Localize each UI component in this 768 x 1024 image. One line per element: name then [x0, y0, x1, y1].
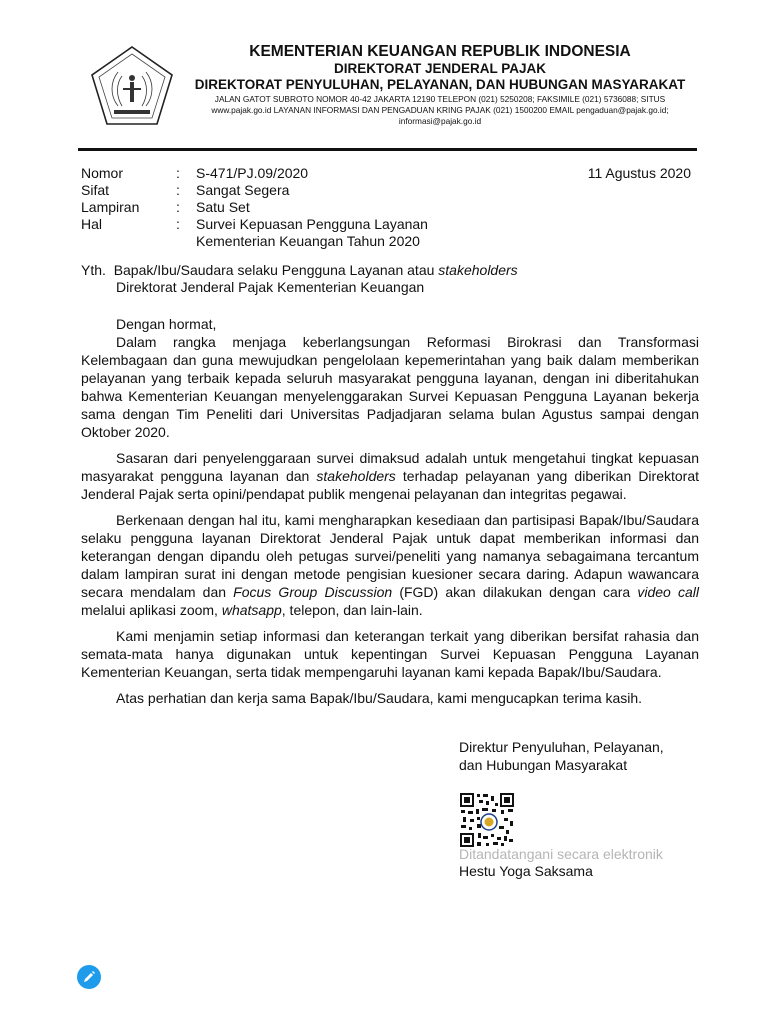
signer-name: Hestu Yoga Saksama — [459, 863, 593, 879]
greeting: Dengan hormat, — [116, 316, 217, 332]
addressee-text: Bapak/Ibu/Saudara selaku Pengguna Layanan atau — [113, 262, 439, 278]
addressee-line — [81, 262, 518, 279]
signature-title-line: Direktur Penyuluhan, Pelayanan, — [459, 739, 664, 755]
address-line: www.pajak.go.id LAYANAN INFORMASI DAN PENGADUAN KRING PAJAK (021) 1500200 EMAIL pengaduan@pajak.go.id; — [211, 105, 669, 115]
paragraph-text: Berkenaan dengan hal itu, kami mengharapkan kesediaan dan partisipasi Bapak/Ibu/Saudara selaku pengguna layanan Direktorat Jenderal Pajak untuk dapat memberikan informasi dan keterangan dengan dipandu oleh petugas survei/peneliti yang namanya sebagaimana tercantum dalam lampiran surat ini dengan metode pengisian kuesioner secara daring. Adapun wawancara secara mendalam dan — [81, 512, 699, 600]
meta-value: Sangat Segera — [196, 182, 290, 198]
addressee-line: Direktorat Jenderal Pajak Kementerian Keuangan — [116, 279, 425, 295]
meta-row-lampiran — [81, 199, 691, 216]
meta-label: Nomor — [81, 165, 124, 181]
signature-title-line: dan Hubungan Masyarakat — [459, 757, 628, 773]
paragraph-italic: whatsapp — [221, 602, 282, 618]
ministry-emblem-icon — [88, 44, 176, 128]
directorate-general-name: DIREKTORAT JENDERAL PAJAK — [333, 61, 547, 76]
letter-body — [81, 315, 699, 715]
meta-value: Satu Set — [196, 199, 250, 215]
paragraph: Dalam rangka menjaga keberlangsungan Reformasi Birokrasi dan Transformasi Kelembagaan dan guna mewujudkan pengelolaan kepemerintahan yang baik dalam memberikan pelayanan yang terbaik kepada seluruh masyarakat pengguna layanan, dengan ini diberitahukan bahwa Kementerian Keuangan menyelenggarakan Survei Kepuasan Pengguna Layanan bekerja sama dengan Tim Peneliti dari Universitas Padjadjaran selama bulan Agustus sampai dengan Oktober 2020. — [81, 334, 699, 440]
letterhead-divider — [78, 148, 697, 151]
address-line: JALAN GATOT SUBROTO NOMOR 40-42 JAKARTA 12190 TELEPON (021) 5250208; FAKSIMILE (021) 5736088; SITUS — [214, 94, 666, 104]
letter-date: 11 Agustus 2020 — [587, 165, 691, 181]
meta-colon: : — [176, 199, 180, 215]
edit-pencil-icon — [82, 970, 96, 984]
yth-label: Yth. — [81, 262, 106, 278]
meta-colon: : — [176, 165, 180, 181]
meta-label: Lampiran — [81, 199, 140, 215]
meta-colon: : — [176, 216, 180, 232]
hal-line: Survei Kepuasan Pengguna Layanan — [196, 216, 428, 232]
esign-note: Ditandatangani secara elektronik — [459, 846, 663, 862]
paragraph-text: (FGD) akan dilakukan dengan cara — [392, 584, 638, 600]
meta-value: S-471/PJ.09/2020 — [196, 165, 309, 181]
paragraph: Kami menjamin setiap informasi dan keterangan terkait yang diberikan bersifat rahasia dan semata-mata hanya digunakan untuk kepentingan Survei Kepuasan Pengguna Layanan Kementerian Keuangan, serta tidak mempengaruhi layanan kami kepada Bapak/Ibu/Saudara. — [81, 628, 699, 680]
meta-label: Hal — [81, 216, 103, 232]
hal-line: Kementerian Keuangan Tahun 2020 — [196, 233, 420, 249]
paragraph-italic: Focus Group Discussion — [233, 584, 393, 600]
meta-label: Sifat — [81, 182, 110, 198]
ministry-name: KEMENTERIAN KEUANGAN REPUBLIK INDONESIA — [249, 43, 631, 60]
meta-row-hal — [81, 216, 691, 250]
paragraph: Atas perhatian dan kerja sama Bapak/Ibu/Saudara, kami mengucapkan terima kasih. — [116, 690, 643, 706]
paragraph-text: Sasaran dari penyelenggaraan survei dimaksud adalah untuk mengetahui tingkat kepuasan masyarakat pengguna layanan dan — [81, 450, 699, 484]
address-line: informasi@pajak.go.id — [398, 116, 482, 126]
meta-value — [196, 216, 691, 250]
letterhead — [192, 43, 688, 127]
paragraph-text: melalui aplikasi zoom, — [81, 602, 222, 618]
letterhead-address — [192, 94, 688, 127]
addressee — [81, 262, 518, 296]
directorate-name: DIREKTORAT PENYULUHAN, PELAYANAN, DAN HUBUNGAN MASYARAKAT — [194, 76, 686, 92]
paragraph-italic: stakeholders — [316, 468, 396, 484]
edit-pencil-button[interactable] — [77, 965, 101, 989]
paragraph-italic: video call — [637, 584, 699, 600]
paragraph-text: terhadap pelayanan yang diberikan Direktorat Jenderal Pajak serta opini/pendapat publik mengenai pelayanan dan integritas pegawai. — [81, 468, 700, 502]
paragraph — [81, 449, 699, 503]
paragraph-text: , telepon, dan lain-lain. — [281, 602, 423, 618]
meta-row-sifat — [81, 182, 691, 199]
signature-title — [459, 738, 664, 774]
meta-colon: : — [176, 182, 180, 198]
qr-code-icon — [459, 792, 515, 848]
paragraph — [81, 511, 699, 619]
addressee-italic: stakeholders — [438, 262, 518, 278]
